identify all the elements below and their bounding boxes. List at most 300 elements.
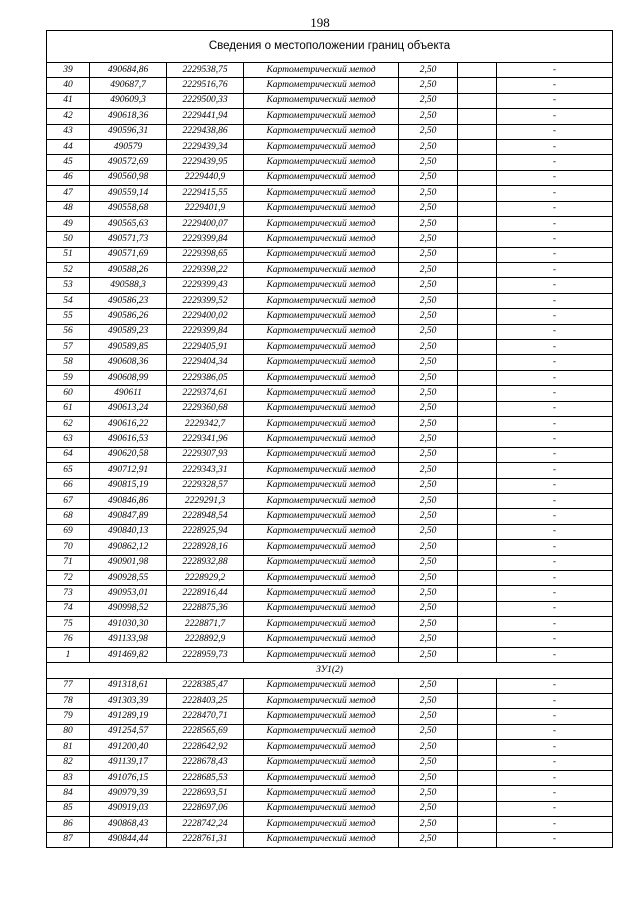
method-cell: Картометрический метод — [244, 355, 399, 370]
description-cell: - — [497, 493, 613, 508]
accuracy-cell: 2,50 — [399, 540, 458, 555]
table-row — [47, 463, 613, 478]
point-number: 44 — [47, 139, 90, 154]
description-cell: - — [497, 247, 613, 262]
y-coordinate: 2229415,55 — [167, 186, 244, 201]
blank-cell — [458, 247, 497, 262]
description-cell: - — [497, 570, 613, 585]
table-row — [47, 678, 613, 693]
blank-cell — [458, 740, 497, 755]
description-cell: - — [497, 155, 613, 170]
method-cell: Картометрический метод — [244, 601, 399, 616]
section-label: ЗУ1(2) — [47, 663, 613, 678]
x-coordinate: 490953,01 — [90, 586, 167, 601]
accuracy-cell: 2,50 — [399, 124, 458, 139]
method-cell: Картометрический метод — [244, 801, 399, 816]
y-coordinate: 2229401,9 — [167, 201, 244, 216]
table-row — [47, 278, 613, 293]
point-number: 42 — [47, 109, 90, 124]
method-cell: Картометрический метод — [244, 632, 399, 647]
description-cell: - — [497, 309, 613, 324]
accuracy-cell: 2,50 — [399, 186, 458, 201]
accuracy-cell: 2,50 — [399, 555, 458, 570]
table-row — [47, 432, 613, 447]
point-number: 51 — [47, 247, 90, 262]
point-number: 78 — [47, 694, 90, 709]
method-cell: Картометрический метод — [244, 170, 399, 185]
point-number: 77 — [47, 678, 90, 693]
description-cell: - — [497, 801, 613, 816]
blank-cell — [458, 493, 497, 508]
blank-cell — [458, 432, 497, 447]
method-cell: Картометрический метод — [244, 324, 399, 339]
y-coordinate: 2229360,68 — [167, 401, 244, 416]
method-cell: Картометрический метод — [244, 755, 399, 770]
table-row — [47, 247, 613, 262]
table-row — [47, 201, 613, 216]
table-row — [47, 401, 613, 416]
description-cell: - — [497, 401, 613, 416]
x-coordinate: 491139,17 — [90, 755, 167, 770]
x-coordinate: 490616,53 — [90, 432, 167, 447]
point-number: 60 — [47, 386, 90, 401]
point-number: 71 — [47, 555, 90, 570]
accuracy-cell: 2,50 — [399, 263, 458, 278]
table-row — [47, 493, 613, 508]
x-coordinate: 490613,24 — [90, 401, 167, 416]
blank-cell — [458, 201, 497, 216]
blank-cell — [458, 447, 497, 462]
method-cell: Картометрический метод — [244, 93, 399, 108]
y-coordinate: 2228932,88 — [167, 555, 244, 570]
blank-cell — [458, 832, 497, 847]
method-cell: Картометрический метод — [244, 478, 399, 493]
description-cell: - — [497, 678, 613, 693]
x-coordinate: 490862,12 — [90, 540, 167, 555]
description-cell: - — [497, 370, 613, 385]
description-cell: - — [497, 817, 613, 832]
y-coordinate: 2229439,95 — [167, 155, 244, 170]
table-row — [47, 447, 613, 462]
x-coordinate: 490979,39 — [90, 786, 167, 801]
accuracy-cell: 2,50 — [399, 524, 458, 539]
table-row — [47, 293, 613, 308]
accuracy-cell: 2,50 — [399, 801, 458, 816]
method-cell: Картометрический метод — [244, 540, 399, 555]
accuracy-cell: 2,50 — [399, 709, 458, 724]
y-coordinate: 2229342,7 — [167, 416, 244, 431]
y-coordinate: 2229399,84 — [167, 232, 244, 247]
x-coordinate: 490588,3 — [90, 278, 167, 293]
method-cell: Картометрический метод — [244, 186, 399, 201]
accuracy-cell: 2,50 — [399, 216, 458, 231]
y-coordinate: 2228697,06 — [167, 801, 244, 816]
blank-cell — [458, 155, 497, 170]
point-number: 1 — [47, 647, 90, 662]
method-cell: Картометрический метод — [244, 247, 399, 262]
accuracy-cell: 2,50 — [399, 601, 458, 616]
y-coordinate: 2229386,05 — [167, 370, 244, 385]
x-coordinate: 490588,26 — [90, 263, 167, 278]
x-coordinate: 490684,86 — [90, 63, 167, 78]
boundary-coordinates-table — [46, 30, 613, 848]
description-cell: - — [497, 555, 613, 570]
table-row — [47, 740, 613, 755]
method-cell: Картометрический метод — [244, 694, 399, 709]
accuracy-cell: 2,50 — [399, 293, 458, 308]
point-number: 75 — [47, 617, 90, 632]
table-row — [47, 570, 613, 585]
blank-cell — [458, 63, 497, 78]
table-row — [47, 786, 613, 801]
table-row — [47, 724, 613, 739]
y-coordinate: 2228948,54 — [167, 509, 244, 524]
method-cell: Картометрический метод — [244, 555, 399, 570]
y-coordinate: 2229399,43 — [167, 278, 244, 293]
description-cell: - — [497, 601, 613, 616]
y-coordinate: 2228928,16 — [167, 540, 244, 555]
accuracy-cell: 2,50 — [399, 324, 458, 339]
point-number: 50 — [47, 232, 90, 247]
method-cell: Картометрический метод — [244, 740, 399, 755]
x-coordinate: 490844,44 — [90, 832, 167, 847]
point-number: 53 — [47, 278, 90, 293]
blank-cell — [458, 186, 497, 201]
point-number: 59 — [47, 370, 90, 385]
description-cell: - — [497, 432, 613, 447]
method-cell: Картометрический метод — [244, 263, 399, 278]
description-cell: - — [497, 278, 613, 293]
method-cell: Картометрический метод — [244, 770, 399, 785]
table-row — [47, 416, 613, 431]
point-number: 81 — [47, 740, 90, 755]
x-coordinate: 490586,23 — [90, 293, 167, 308]
description-cell: - — [497, 832, 613, 847]
description-cell: - — [497, 63, 613, 78]
y-coordinate: 2229405,91 — [167, 340, 244, 355]
point-number: 40 — [47, 78, 90, 93]
x-coordinate: 491076,15 — [90, 770, 167, 785]
table-row — [47, 694, 613, 709]
y-coordinate: 2228916,44 — [167, 586, 244, 601]
description-cell: - — [497, 586, 613, 601]
blank-cell — [458, 340, 497, 355]
accuracy-cell: 2,50 — [399, 139, 458, 154]
method-cell: Картометрический метод — [244, 401, 399, 416]
y-coordinate: 2229538,75 — [167, 63, 244, 78]
point-number: 70 — [47, 540, 90, 555]
table-row — [47, 124, 613, 139]
accuracy-cell: 2,50 — [399, 78, 458, 93]
x-coordinate: 491289,19 — [90, 709, 167, 724]
table-row — [47, 78, 613, 93]
blank-cell — [458, 709, 497, 724]
table-row — [47, 509, 613, 524]
x-coordinate: 490572,69 — [90, 155, 167, 170]
accuracy-cell: 2,50 — [399, 694, 458, 709]
blank-cell — [458, 324, 497, 339]
point-number: 80 — [47, 724, 90, 739]
point-number: 54 — [47, 293, 90, 308]
description-cell: - — [497, 478, 613, 493]
y-coordinate: 2229438,86 — [167, 124, 244, 139]
method-cell: Картометрический метод — [244, 447, 399, 462]
accuracy-cell: 2,50 — [399, 416, 458, 431]
point-number: 65 — [47, 463, 90, 478]
accuracy-cell: 2,50 — [399, 309, 458, 324]
description-cell: - — [497, 293, 613, 308]
table-row — [47, 340, 613, 355]
point-number: 45 — [47, 155, 90, 170]
method-cell: Картометрический метод — [244, 647, 399, 662]
description-cell: - — [497, 355, 613, 370]
description-cell: - — [497, 324, 613, 339]
point-number: 41 — [47, 93, 90, 108]
y-coordinate: 2229441,94 — [167, 109, 244, 124]
blank-cell — [458, 524, 497, 539]
blank-cell — [458, 124, 497, 139]
point-number: 57 — [47, 340, 90, 355]
description-cell: - — [497, 755, 613, 770]
method-cell: Картометрический метод — [244, 617, 399, 632]
method-cell: Картометрический метод — [244, 463, 399, 478]
table-row — [47, 186, 613, 201]
accuracy-cell: 2,50 — [399, 355, 458, 370]
accuracy-cell: 2,50 — [399, 832, 458, 847]
x-coordinate: 490618,36 — [90, 109, 167, 124]
x-coordinate: 490712,91 — [90, 463, 167, 478]
method-cell: Картометрический метод — [244, 109, 399, 124]
x-coordinate: 490586,26 — [90, 309, 167, 324]
y-coordinate: 2229399,84 — [167, 324, 244, 339]
description-cell: - — [497, 109, 613, 124]
point-number: 55 — [47, 309, 90, 324]
y-coordinate: 2229500,33 — [167, 93, 244, 108]
y-coordinate: 2229400,07 — [167, 216, 244, 231]
y-coordinate: 2228925,94 — [167, 524, 244, 539]
description-cell: - — [497, 786, 613, 801]
table-row — [47, 555, 613, 570]
accuracy-cell: 2,50 — [399, 170, 458, 185]
point-number: 85 — [47, 801, 90, 816]
table-row — [47, 109, 613, 124]
accuracy-cell: 2,50 — [399, 817, 458, 832]
method-cell: Картометрический метод — [244, 416, 399, 431]
method-cell: Картометрический метод — [244, 570, 399, 585]
method-cell: Картометрический метод — [244, 386, 399, 401]
y-coordinate: 2229398,22 — [167, 263, 244, 278]
accuracy-cell: 2,50 — [399, 647, 458, 662]
table-row — [47, 755, 613, 770]
accuracy-cell: 2,50 — [399, 109, 458, 124]
accuracy-cell: 2,50 — [399, 632, 458, 647]
accuracy-cell: 2,50 — [399, 586, 458, 601]
x-coordinate: 490616,22 — [90, 416, 167, 431]
blank-cell — [458, 463, 497, 478]
point-number: 79 — [47, 709, 90, 724]
y-coordinate: 2229400,02 — [167, 309, 244, 324]
method-cell: Картометрический метод — [244, 278, 399, 293]
description-cell: - — [497, 524, 613, 539]
x-coordinate: 490571,73 — [90, 232, 167, 247]
blank-cell — [458, 694, 497, 709]
accuracy-cell: 2,50 — [399, 770, 458, 785]
x-coordinate: 490998,52 — [90, 601, 167, 616]
table-row — [47, 370, 613, 385]
point-number: 68 — [47, 509, 90, 524]
page-number: 198 — [310, 15, 330, 30]
method-cell: Картометрический метод — [244, 293, 399, 308]
table-row — [47, 478, 613, 493]
description-cell: - — [497, 263, 613, 278]
method-cell: Картометрический метод — [244, 832, 399, 847]
method-cell: Картометрический метод — [244, 155, 399, 170]
description-cell: - — [497, 139, 613, 154]
description-cell: - — [497, 709, 613, 724]
method-cell: Картометрический метод — [244, 232, 399, 247]
method-cell: Картометрический метод — [244, 817, 399, 832]
accuracy-cell: 2,50 — [399, 570, 458, 585]
method-cell: Картометрический метод — [244, 786, 399, 801]
y-coordinate: 2229439,34 — [167, 139, 244, 154]
y-coordinate: 2228678,43 — [167, 755, 244, 770]
y-coordinate: 2228761,31 — [167, 832, 244, 847]
y-coordinate: 2229291,3 — [167, 493, 244, 508]
description-cell: - — [497, 724, 613, 739]
method-cell: Картометрический метод — [244, 139, 399, 154]
blank-cell — [458, 632, 497, 647]
blank-cell — [458, 786, 497, 801]
description-cell: - — [497, 340, 613, 355]
blank-cell — [458, 386, 497, 401]
accuracy-cell: 2,50 — [399, 478, 458, 493]
point-number: 86 — [47, 817, 90, 832]
y-coordinate: 2229398,65 — [167, 247, 244, 262]
method-cell: Картометрический метод — [244, 724, 399, 739]
x-coordinate: 490611 — [90, 386, 167, 401]
blank-cell — [458, 570, 497, 585]
blank-cell — [458, 755, 497, 770]
table-row — [47, 601, 613, 616]
y-coordinate: 2228875,36 — [167, 601, 244, 616]
method-cell: Картометрический метод — [244, 78, 399, 93]
table-row — [47, 817, 613, 832]
method-cell: Картометрический метод — [244, 586, 399, 601]
x-coordinate: 490620,58 — [90, 447, 167, 462]
y-coordinate: 2228565,69 — [167, 724, 244, 739]
accuracy-cell: 2,50 — [399, 724, 458, 739]
table-row — [47, 632, 613, 647]
table-row — [47, 139, 613, 154]
point-number: 61 — [47, 401, 90, 416]
accuracy-cell: 2,50 — [399, 340, 458, 355]
point-number: 62 — [47, 416, 90, 431]
blank-cell — [458, 509, 497, 524]
x-coordinate: 490846,86 — [90, 493, 167, 508]
method-cell: Картометрический метод — [244, 709, 399, 724]
description-cell: - — [497, 463, 613, 478]
method-cell: Картометрический метод — [244, 432, 399, 447]
method-cell: Картометрический метод — [244, 124, 399, 139]
y-coordinate: 2228871,7 — [167, 617, 244, 632]
y-coordinate: 2229399,52 — [167, 293, 244, 308]
x-coordinate: 490558,68 — [90, 201, 167, 216]
point-number: 43 — [47, 124, 90, 139]
x-coordinate: 490609,3 — [90, 93, 167, 108]
table-row — [47, 63, 613, 78]
blank-cell — [458, 232, 497, 247]
table-row — [47, 309, 613, 324]
table-row — [47, 216, 613, 231]
table-row — [47, 324, 613, 339]
method-cell: Картометрический метод — [244, 509, 399, 524]
description-cell: - — [497, 386, 613, 401]
x-coordinate: 490687,7 — [90, 78, 167, 93]
blank-cell — [458, 601, 497, 616]
blank-cell — [458, 109, 497, 124]
y-coordinate: 2228959,73 — [167, 647, 244, 662]
accuracy-cell: 2,50 — [399, 63, 458, 78]
blank-cell — [458, 416, 497, 431]
description-cell: - — [497, 78, 613, 93]
accuracy-cell: 2,50 — [399, 155, 458, 170]
point-number: 82 — [47, 755, 90, 770]
x-coordinate: 490579 — [90, 139, 167, 154]
accuracy-cell: 2,50 — [399, 386, 458, 401]
table-title-row — [47, 31, 613, 63]
table-row — [47, 355, 613, 370]
accuracy-cell: 2,50 — [399, 509, 458, 524]
y-coordinate: 2228642,92 — [167, 740, 244, 755]
blank-cell — [458, 801, 497, 816]
point-number: 83 — [47, 770, 90, 785]
table-row — [47, 170, 613, 185]
blank-cell — [458, 555, 497, 570]
blank-cell — [458, 355, 497, 370]
accuracy-cell: 2,50 — [399, 463, 458, 478]
y-coordinate: 2229343,31 — [167, 463, 244, 478]
accuracy-cell: 2,50 — [399, 370, 458, 385]
method-cell: Картометрический метод — [244, 63, 399, 78]
accuracy-cell: 2,50 — [399, 755, 458, 770]
point-number: 76 — [47, 632, 90, 647]
x-coordinate: 490815,19 — [90, 478, 167, 493]
blank-cell — [458, 724, 497, 739]
table-title: Сведения о местоположении границ объекта — [47, 31, 613, 63]
blank-cell — [458, 263, 497, 278]
accuracy-cell: 2,50 — [399, 93, 458, 108]
blank-cell — [458, 309, 497, 324]
point-number: 67 — [47, 493, 90, 508]
accuracy-cell: 2,50 — [399, 493, 458, 508]
point-number: 39 — [47, 63, 90, 78]
method-cell: Картометрический метод — [244, 216, 399, 231]
blank-cell — [458, 170, 497, 185]
point-number: 87 — [47, 832, 90, 847]
description-cell: - — [497, 232, 613, 247]
x-coordinate: 491030,30 — [90, 617, 167, 632]
blank-cell — [458, 647, 497, 662]
x-coordinate: 490901,98 — [90, 555, 167, 570]
description-cell: - — [497, 216, 613, 231]
method-cell: Картометрический метод — [244, 493, 399, 508]
x-coordinate: 490560,98 — [90, 170, 167, 185]
x-coordinate: 490868,43 — [90, 817, 167, 832]
point-number: 52 — [47, 263, 90, 278]
y-coordinate: 2229328,57 — [167, 478, 244, 493]
description-cell: - — [497, 93, 613, 108]
description-cell: - — [497, 186, 613, 201]
